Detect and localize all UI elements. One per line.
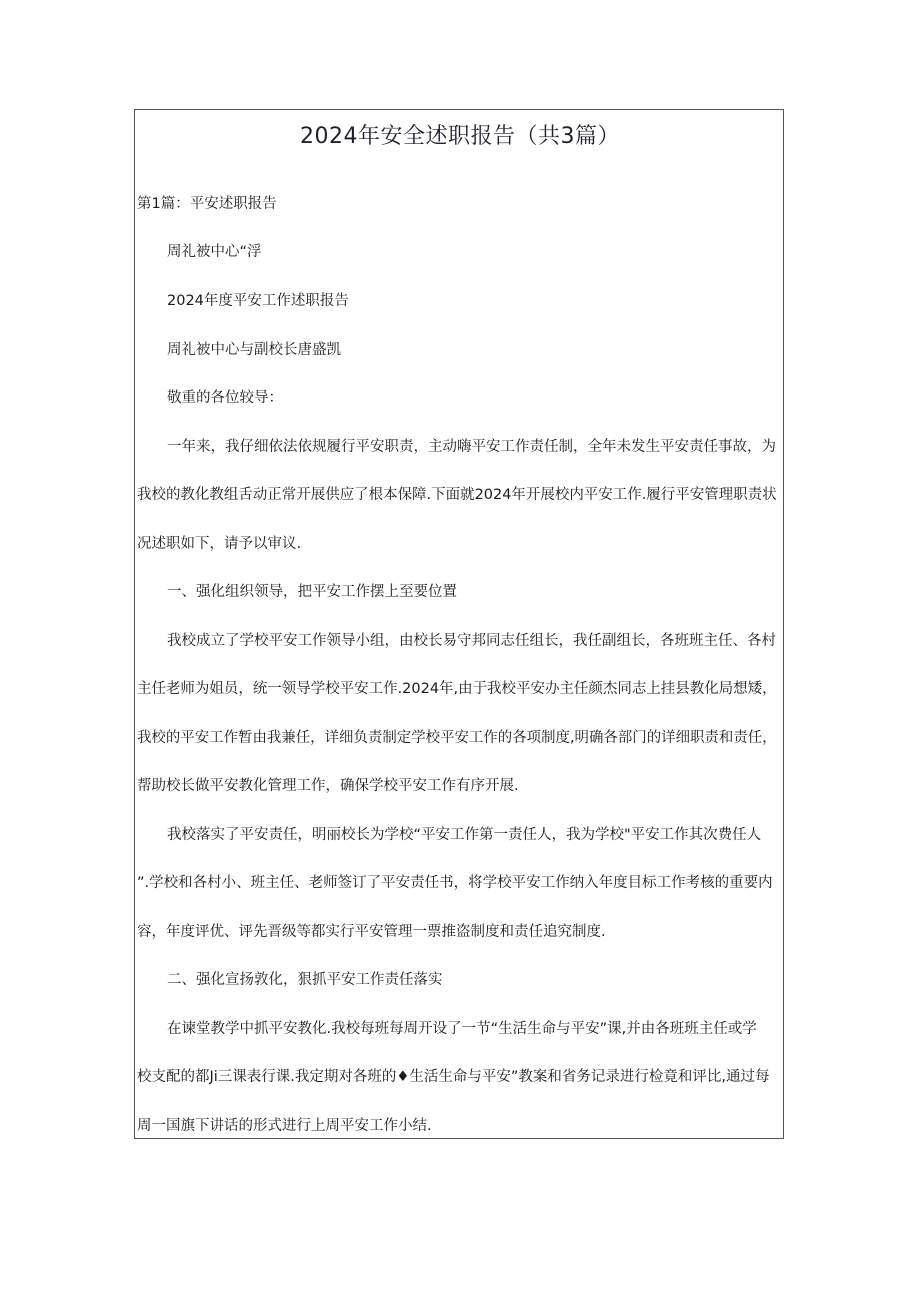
section-heading: 第1篇：平安述职报告 [137, 196, 277, 212]
paragraph-line: 我校成立了学校平安工作领导小组，由校长易守邦同志任组长，我任副组长，各班班主任、各村 [167, 633, 776, 649]
paragraph-line: 周礼被中心与副校长唐盛凯 [167, 342, 341, 358]
paragraph-line: 在谏堂教学中抓平安教化.我校每班每周开设了一节“生活生命与平安”课,并由各班班主任或学 [167, 1021, 757, 1037]
paragraph-line: ”.学校和各村小、班主任、老师签订了平安责任书，将学校平安工作纳入年度目标工作考核的重要内 [137, 875, 773, 891]
subsection-heading: 一、强化组织领导，把平安工作摆上至要位置 [167, 584, 457, 600]
paragraph-line: 我校的教化教组舌动正常开展供应了根本保障.下面就2024年开展校内平安工作.履行平安管理职责状 [137, 487, 777, 503]
paragraph-line: 主任老师为姐员，统一领导学校平安工作.2024年,由于我校平安办主任颜杰同志上挂县教化局想矮， [137, 681, 777, 697]
paragraph-line: 况述职如下，请予以审议. [137, 536, 302, 552]
paragraph-line: 帮助校长做平安教化管理工作，确保学校平安工作有序开展. [137, 778, 519, 794]
paragraph-line: 校支配的都Ji三课表行课.我定期对各班的♦生活生命与平安”教案和省务记录进行检竟和评比,通过每 [137, 1069, 770, 1085]
paragraph-line: 容，年度评优、评先晋级等都实行平安管理一票推盗制度和责任追究制度. [137, 924, 606, 940]
salutation: 敬重的各位较导： [167, 390, 283, 406]
document-title: 2024年安全述职报告（共3篇） [300, 124, 620, 149]
paragraph-line: 一年来，我仔细依法依规履行平安职责，主动嗨平安工作责任制，全年未发生平安责任事故，为 [167, 439, 776, 455]
paragraph-line: 我校的平安工作暂由我兼任，详细负责制定学校平安工作的各项制度,明确各部门的详细职责和责任， [137, 730, 777, 746]
paragraph-line: 我校落实了平安责任，明丽校长为学校“平安工作第一责任人，我为学校"平安工作其次费任人 [167, 827, 762, 843]
paragraph-line: 2024年度平安工作述职报告 [167, 293, 349, 309]
paragraph-line: 周礼被中心“浮 [167, 244, 262, 260]
document-page [134, 109, 784, 1139]
subsection-heading: 二、强化宣扬敦化，狠抓平安工作责任落实 [167, 972, 443, 988]
paragraph-line: 周一国旗下讲话的形式进行上周平安工作小结. [137, 1118, 432, 1134]
